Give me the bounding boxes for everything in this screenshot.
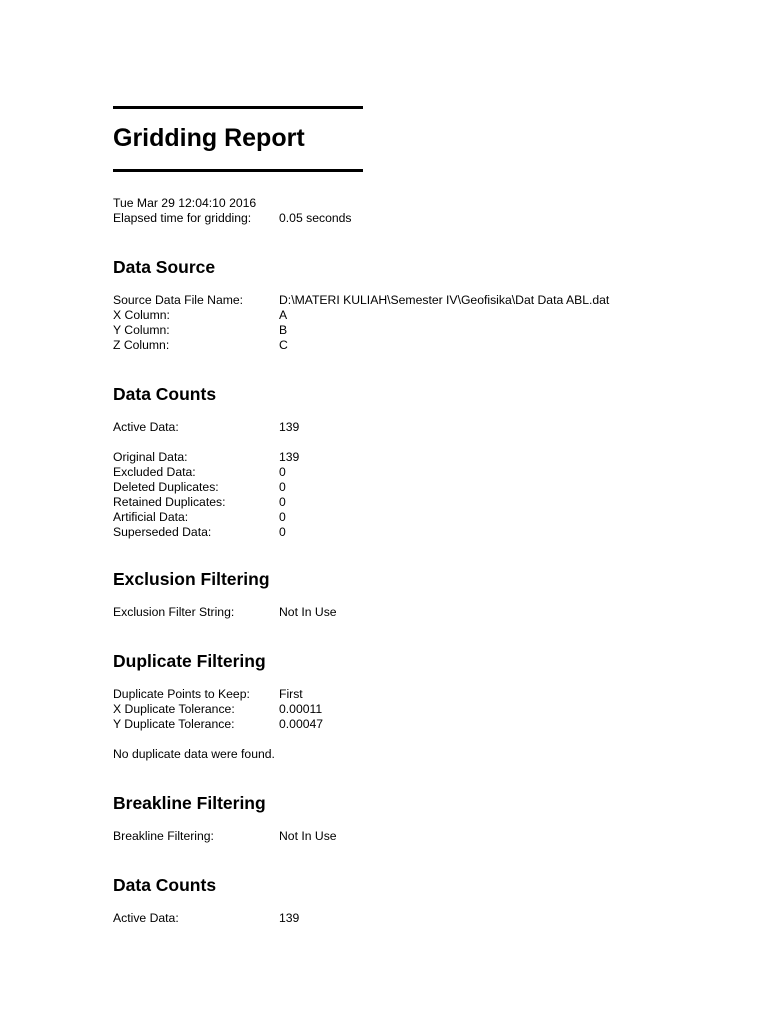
duplicate-note: No duplicate data were found.	[113, 747, 275, 761]
data-source-section	[113, 293, 753, 353]
exclusion-filter-row: Exclusion Filter String: Not In Use	[113, 605, 337, 619]
title-top-rule	[113, 106, 363, 109]
exclusion-filtering-heading: Exclusion Filtering	[113, 569, 270, 589]
data-counts-section	[113, 911, 753, 926]
data-counts-section	[113, 420, 753, 540]
spacer	[113, 732, 753, 747]
report-title: Gridding Report	[113, 124, 305, 152]
report-meta	[113, 196, 753, 226]
duplicate-filtering-heading: Duplicate Filtering	[113, 651, 266, 671]
report-timestamp: Tue Mar 29 12:04:10 2016	[113, 196, 257, 210]
exclusion-filtering-section	[113, 605, 753, 620]
data-counts-row: Artificial Data: 0	[113, 510, 286, 524]
duplicate-filter-row: Duplicate Points to Keep: First	[113, 687, 303, 701]
elapsed-label: Elapsed time for gridding:	[113, 211, 252, 225]
spacer	[113, 435, 753, 450]
data-source-row: Source Data File Name: D:\MATERI KULIAH\Semester IV\Geofisika\Dat Data ABL.dat	[113, 293, 610, 307]
data-counts-row: Active Data: 139	[113, 911, 300, 925]
data-counts-heading: Data Counts	[113, 875, 217, 895]
duplicate-filter-row: Y Duplicate Tolerance: 0.00047	[113, 717, 324, 731]
data-source-row: X Column: A	[113, 308, 288, 322]
elapsed-value: 0.05 seconds	[279, 211, 352, 225]
duplicate-filtering-section	[113, 687, 753, 762]
data-counts-heading: Data Counts	[113, 384, 217, 404]
data-counts-row: Deleted Duplicates: 0	[113, 480, 286, 494]
breakline-filtering-section	[113, 829, 753, 844]
data-counts-row: Active Data: 139	[113, 420, 300, 434]
data-counts-row: Original Data: 139	[113, 450, 300, 464]
data-source-row: Z Column: C	[113, 338, 288, 352]
data-counts-row: Superseded Data: 0	[113, 525, 286, 539]
duplicate-filter-row: X Duplicate Tolerance: 0.00011	[113, 702, 323, 716]
data-source-heading: Data Source	[113, 257, 216, 277]
title-bottom-rule	[113, 169, 363, 172]
breakline-filter-row: Breakline Filtering: Not In Use	[113, 829, 337, 843]
data-counts-row: Excluded Data: 0	[113, 465, 286, 479]
breakline-filtering-heading: Breakline Filtering	[113, 793, 266, 813]
data-counts-row: Retained Duplicates: 0	[113, 495, 286, 509]
elapsed-time-row	[113, 211, 753, 226]
data-source-row: Y Column: B	[113, 323, 288, 337]
